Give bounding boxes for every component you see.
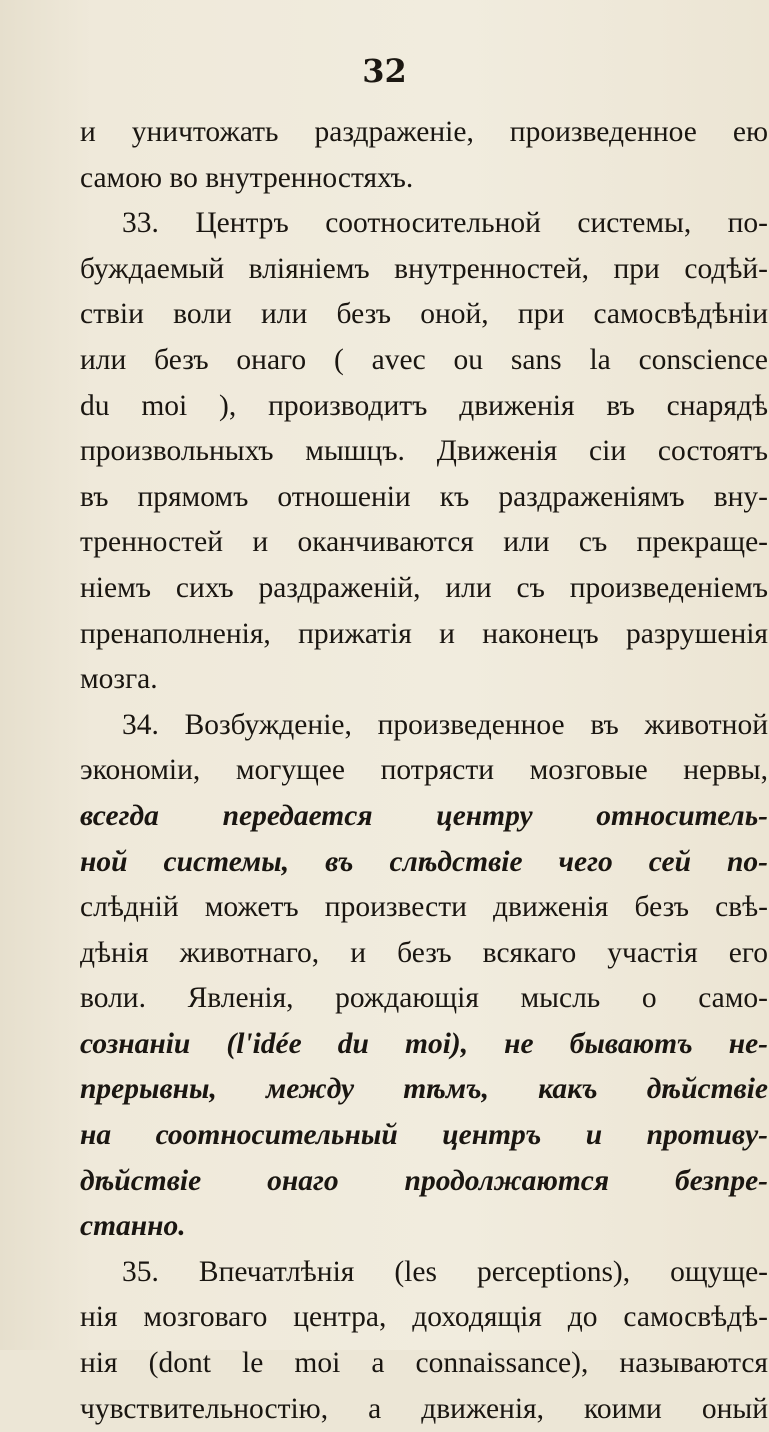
text-line: дѣйствіе онаго продолжаются безпре- — [80, 1164, 768, 1197]
text-line: нія (dont le moi a connaissance), называются — [80, 1347, 768, 1380]
text-line: сознаніи (l'idée du moi), не бываютъ не- — [80, 1027, 768, 1060]
text-line: въ прямомъ отношеніи къ раздраженіямъ вну- — [80, 480, 768, 513]
text-line: ніемъ сихъ раздраженій, или съ произведеніемъ — [80, 571, 768, 604]
text-line: 35. Впечатлѣнія (les perceptions), ощуще- — [122, 1255, 768, 1288]
text-line: ствіи воли или безъ оной, при самосвѣдѣніи — [80, 298, 768, 331]
text-line: или безъ онаго ( avec ou sans la conscience — [80, 343, 768, 376]
text-line: произвольныхъ мышцъ. Движенія сіи состоятъ — [80, 435, 768, 468]
text-line: тренностей и оканчиваются или съ прекраще- — [80, 526, 768, 559]
text-line: du moi ), производитъ движенія въ снарядѣ — [80, 389, 768, 422]
text-line: 33. Центръ соотносительной системы, по- — [122, 207, 768, 240]
text-line: ной системы, въ слѣдствіе чего сей по- — [80, 845, 768, 878]
text-line: и уничтожать раздраженіе, произведенное ею — [80, 116, 768, 148]
text-line: 34. Возбужденіе, произведенное въ животной — [122, 708, 768, 741]
body-text — [80, 110, 768, 1432]
text-line: самою во внутренностяхъ. — [80, 161, 414, 194]
text-line: всегда передается центру относитель- — [80, 799, 768, 832]
text-line: слѣдній можетъ произвести движенія безъ свѣ- — [80, 891, 768, 924]
text-line: станно. — [80, 1210, 186, 1243]
text-line: воли. Явленія, рождающія мысль о само- — [80, 982, 768, 1015]
text-line: дѣнія животнаго, и безъ всякаго участія его — [80, 936, 768, 969]
text-line: пренаполненія, прижатія и наконецъ разрушенія — [80, 617, 768, 650]
text-line: буждаемый вліяніемъ внутренностей, при содѣй- — [80, 252, 768, 285]
text-line: экономіи, могущее потрясти мозговые нервы, — [80, 754, 768, 787]
text-line: нія мозговаго центра, доходящія до самосвѣдѣ- — [80, 1301, 768, 1334]
text-line: на соотносительный центръ и противу- — [80, 1119, 768, 1152]
page-number: 32 — [362, 52, 407, 90]
text-line: прерывны, между тѣмъ, какъ дѣйствіе — [80, 1073, 768, 1106]
text-line: чувствительностію, а движенія, коими оный — [80, 1392, 768, 1425]
text-line: мозга. — [80, 663, 158, 696]
